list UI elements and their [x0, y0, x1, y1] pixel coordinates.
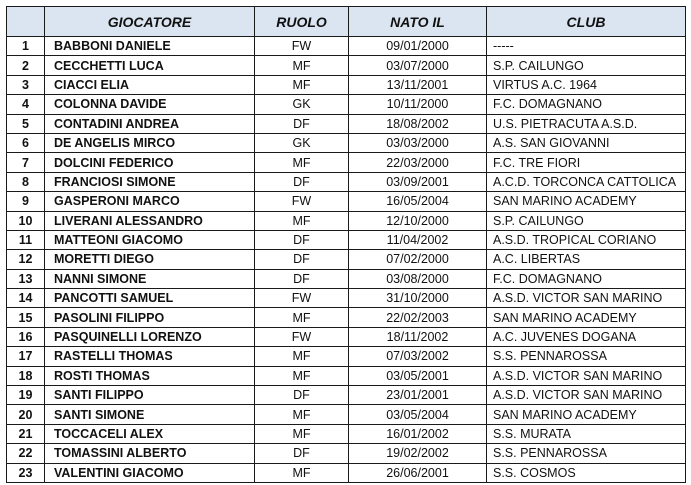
table-row [7, 386, 686, 405]
cell-birth-date: 19/02/2002 [349, 444, 487, 463]
table-row [7, 250, 686, 269]
cell-number: 5 [7, 114, 45, 133]
cell-player-name: TOMASSINI ALBERTO [45, 444, 255, 463]
cell-club: F.C. DOMAGNANO [487, 95, 686, 114]
cell-club: SAN MARINO ACADEMY [487, 308, 686, 327]
cell-club: S.P. CAILUNGO [487, 211, 686, 230]
cell-club: A.S. SAN GIOVANNI [487, 133, 686, 152]
cell-role: DF [255, 386, 349, 405]
cell-number: 20 [7, 405, 45, 424]
cell-club: F.C. TRE FIORI [487, 153, 686, 172]
cell-player-name: PASOLINI FILIPPO [45, 308, 255, 327]
header-club: CLUB [487, 7, 686, 37]
cell-player-name: PASQUINELLI LORENZO [45, 327, 255, 346]
cell-birth-date: 03/08/2000 [349, 269, 487, 288]
cell-role: MF [255, 308, 349, 327]
cell-birth-date: 22/02/2003 [349, 308, 487, 327]
table-row [7, 56, 686, 75]
cell-role: MF [255, 211, 349, 230]
cell-role: DF [255, 250, 349, 269]
cell-birth-date: 03/05/2004 [349, 405, 487, 424]
header-role: RUOLO [255, 7, 349, 37]
table-header [7, 7, 686, 37]
cell-number: 18 [7, 366, 45, 385]
cell-player-name: DE ANGELIS MIRCO [45, 133, 255, 152]
table-row [7, 444, 686, 463]
cell-role: DF [255, 444, 349, 463]
table-row [7, 347, 686, 366]
cell-player-name: SANTI FILIPPO [45, 386, 255, 405]
cell-player-name: DOLCINI FEDERICO [45, 153, 255, 172]
table-row [7, 211, 686, 230]
cell-birth-date: 09/01/2000 [349, 37, 487, 56]
cell-role: DF [255, 114, 349, 133]
cell-club: S.S. PENNAROSSA [487, 444, 686, 463]
cell-role: MF [255, 463, 349, 482]
table-row [7, 463, 686, 482]
cell-role: MF [255, 153, 349, 172]
table-row [7, 37, 686, 56]
table-row [7, 192, 686, 211]
cell-player-name: VALENTINI GIACOMO [45, 463, 255, 482]
table-body [7, 37, 686, 483]
cell-club: A.S.D. VICTOR SAN MARINO [487, 366, 686, 385]
cell-player-name: SANTI SIMONE [45, 405, 255, 424]
cell-role: MF [255, 56, 349, 75]
cell-role: FW [255, 289, 349, 308]
cell-player-name: NANNI SIMONE [45, 269, 255, 288]
table-row [7, 366, 686, 385]
cell-club: A.S.D. TROPICAL CORIANO [487, 230, 686, 249]
cell-number: 9 [7, 192, 45, 211]
cell-number: 8 [7, 172, 45, 191]
cell-club: SAN MARINO ACADEMY [487, 192, 686, 211]
cell-club: A.C. JUVENES DOGANA [487, 327, 686, 346]
cell-number: 1 [7, 37, 45, 56]
cell-player-name: LIVERANI ALESSANDRO [45, 211, 255, 230]
cell-birth-date: 22/03/2000 [349, 153, 487, 172]
cell-birth-date: 03/03/2000 [349, 133, 487, 152]
cell-number: 2 [7, 56, 45, 75]
cell-role: DF [255, 269, 349, 288]
cell-birth-date: 23/01/2001 [349, 386, 487, 405]
cell-player-name: GASPERONI MARCO [45, 192, 255, 211]
table-row [7, 133, 686, 152]
cell-number: 12 [7, 250, 45, 269]
cell-player-name: PANCOTTI SAMUEL [45, 289, 255, 308]
cell-club: U.S. PIETRACUTA A.S.D. [487, 114, 686, 133]
cell-role: MF [255, 424, 349, 443]
cell-birth-date: 10/11/2000 [349, 95, 487, 114]
cell-number: 3 [7, 75, 45, 94]
cell-number: 19 [7, 386, 45, 405]
cell-number: 22 [7, 444, 45, 463]
table-row [7, 424, 686, 443]
cell-role: GK [255, 95, 349, 114]
cell-club: S.S. PENNAROSSA [487, 347, 686, 366]
cell-club: S.P. CAILUNGO [487, 56, 686, 75]
roster-table [6, 6, 686, 483]
cell-number: 17 [7, 347, 45, 366]
cell-birth-date: 11/04/2002 [349, 230, 487, 249]
cell-birth-date: 12/10/2000 [349, 211, 487, 230]
cell-number: 7 [7, 153, 45, 172]
cell-role: MF [255, 347, 349, 366]
cell-player-name: TOCCACELI ALEX [45, 424, 255, 443]
cell-number: 10 [7, 211, 45, 230]
table-row [7, 95, 686, 114]
cell-number: 4 [7, 95, 45, 114]
cell-club: S.S. COSMOS [487, 463, 686, 482]
table-row [7, 153, 686, 172]
cell-birth-date: 13/11/2001 [349, 75, 487, 94]
cell-player-name: RASTELLI THOMAS [45, 347, 255, 366]
cell-birth-date: 16/01/2002 [349, 424, 487, 443]
cell-role: DF [255, 172, 349, 191]
cell-birth-date: 03/07/2000 [349, 56, 487, 75]
cell-player-name: CONTADINI ANDREA [45, 114, 255, 133]
cell-club: ----- [487, 37, 686, 56]
cell-birth-date: 26/06/2001 [349, 463, 487, 482]
cell-player-name: FRANCIOSI SIMONE [45, 172, 255, 191]
cell-club: A.S.D. VICTOR SAN MARINO [487, 386, 686, 405]
cell-player-name: BABBONI DANIELE [45, 37, 255, 56]
cell-number: 16 [7, 327, 45, 346]
cell-number: 21 [7, 424, 45, 443]
table-row [7, 405, 686, 424]
cell-birth-date: 03/09/2001 [349, 172, 487, 191]
header-player: GIOCATORE [45, 7, 255, 37]
cell-role: MF [255, 405, 349, 424]
cell-birth-date: 07/02/2000 [349, 250, 487, 269]
header-number [7, 7, 45, 37]
cell-role: FW [255, 37, 349, 56]
cell-role: DF [255, 230, 349, 249]
cell-number: 15 [7, 308, 45, 327]
cell-role: GK [255, 133, 349, 152]
header-born: NATO IL [349, 7, 487, 37]
cell-birth-date: 16/05/2004 [349, 192, 487, 211]
cell-player-name: ROSTI THOMAS [45, 366, 255, 385]
cell-player-name: MORETTI DIEGO [45, 250, 255, 269]
table-row [7, 289, 686, 308]
table-row [7, 114, 686, 133]
cell-role: MF [255, 366, 349, 385]
roster-table-container [6, 6, 686, 483]
header-row [7, 7, 686, 37]
cell-birth-date: 18/11/2002 [349, 327, 487, 346]
cell-role: MF [255, 75, 349, 94]
cell-birth-date: 03/05/2001 [349, 366, 487, 385]
cell-club: A.C. LIBERTAS [487, 250, 686, 269]
table-row [7, 172, 686, 191]
table-row [7, 308, 686, 327]
cell-birth-date: 31/10/2000 [349, 289, 487, 308]
table-row [7, 327, 686, 346]
cell-club: A.C.D. TORCONCA CATTOLICA [487, 172, 686, 191]
cell-role: FW [255, 327, 349, 346]
cell-number: 13 [7, 269, 45, 288]
cell-player-name: MATTEONI GIACOMO [45, 230, 255, 249]
cell-birth-date: 07/03/2002 [349, 347, 487, 366]
cell-number: 11 [7, 230, 45, 249]
table-row [7, 75, 686, 94]
cell-club: F.C. DOMAGNANO [487, 269, 686, 288]
cell-number: 6 [7, 133, 45, 152]
cell-number: 14 [7, 289, 45, 308]
cell-club: A.S.D. VICTOR SAN MARINO [487, 289, 686, 308]
cell-club: SAN MARINO ACADEMY [487, 405, 686, 424]
cell-player-name: COLONNA DAVIDE [45, 95, 255, 114]
cell-player-name: CECCHETTI LUCA [45, 56, 255, 75]
table-row [7, 269, 686, 288]
cell-role: FW [255, 192, 349, 211]
cell-club: S.S. MURATA [487, 424, 686, 443]
cell-birth-date: 18/08/2002 [349, 114, 487, 133]
cell-club: VIRTUS A.C. 1964 [487, 75, 686, 94]
cell-player-name: CIACCI ELIA [45, 75, 255, 94]
table-row [7, 230, 686, 249]
cell-number: 23 [7, 463, 45, 482]
